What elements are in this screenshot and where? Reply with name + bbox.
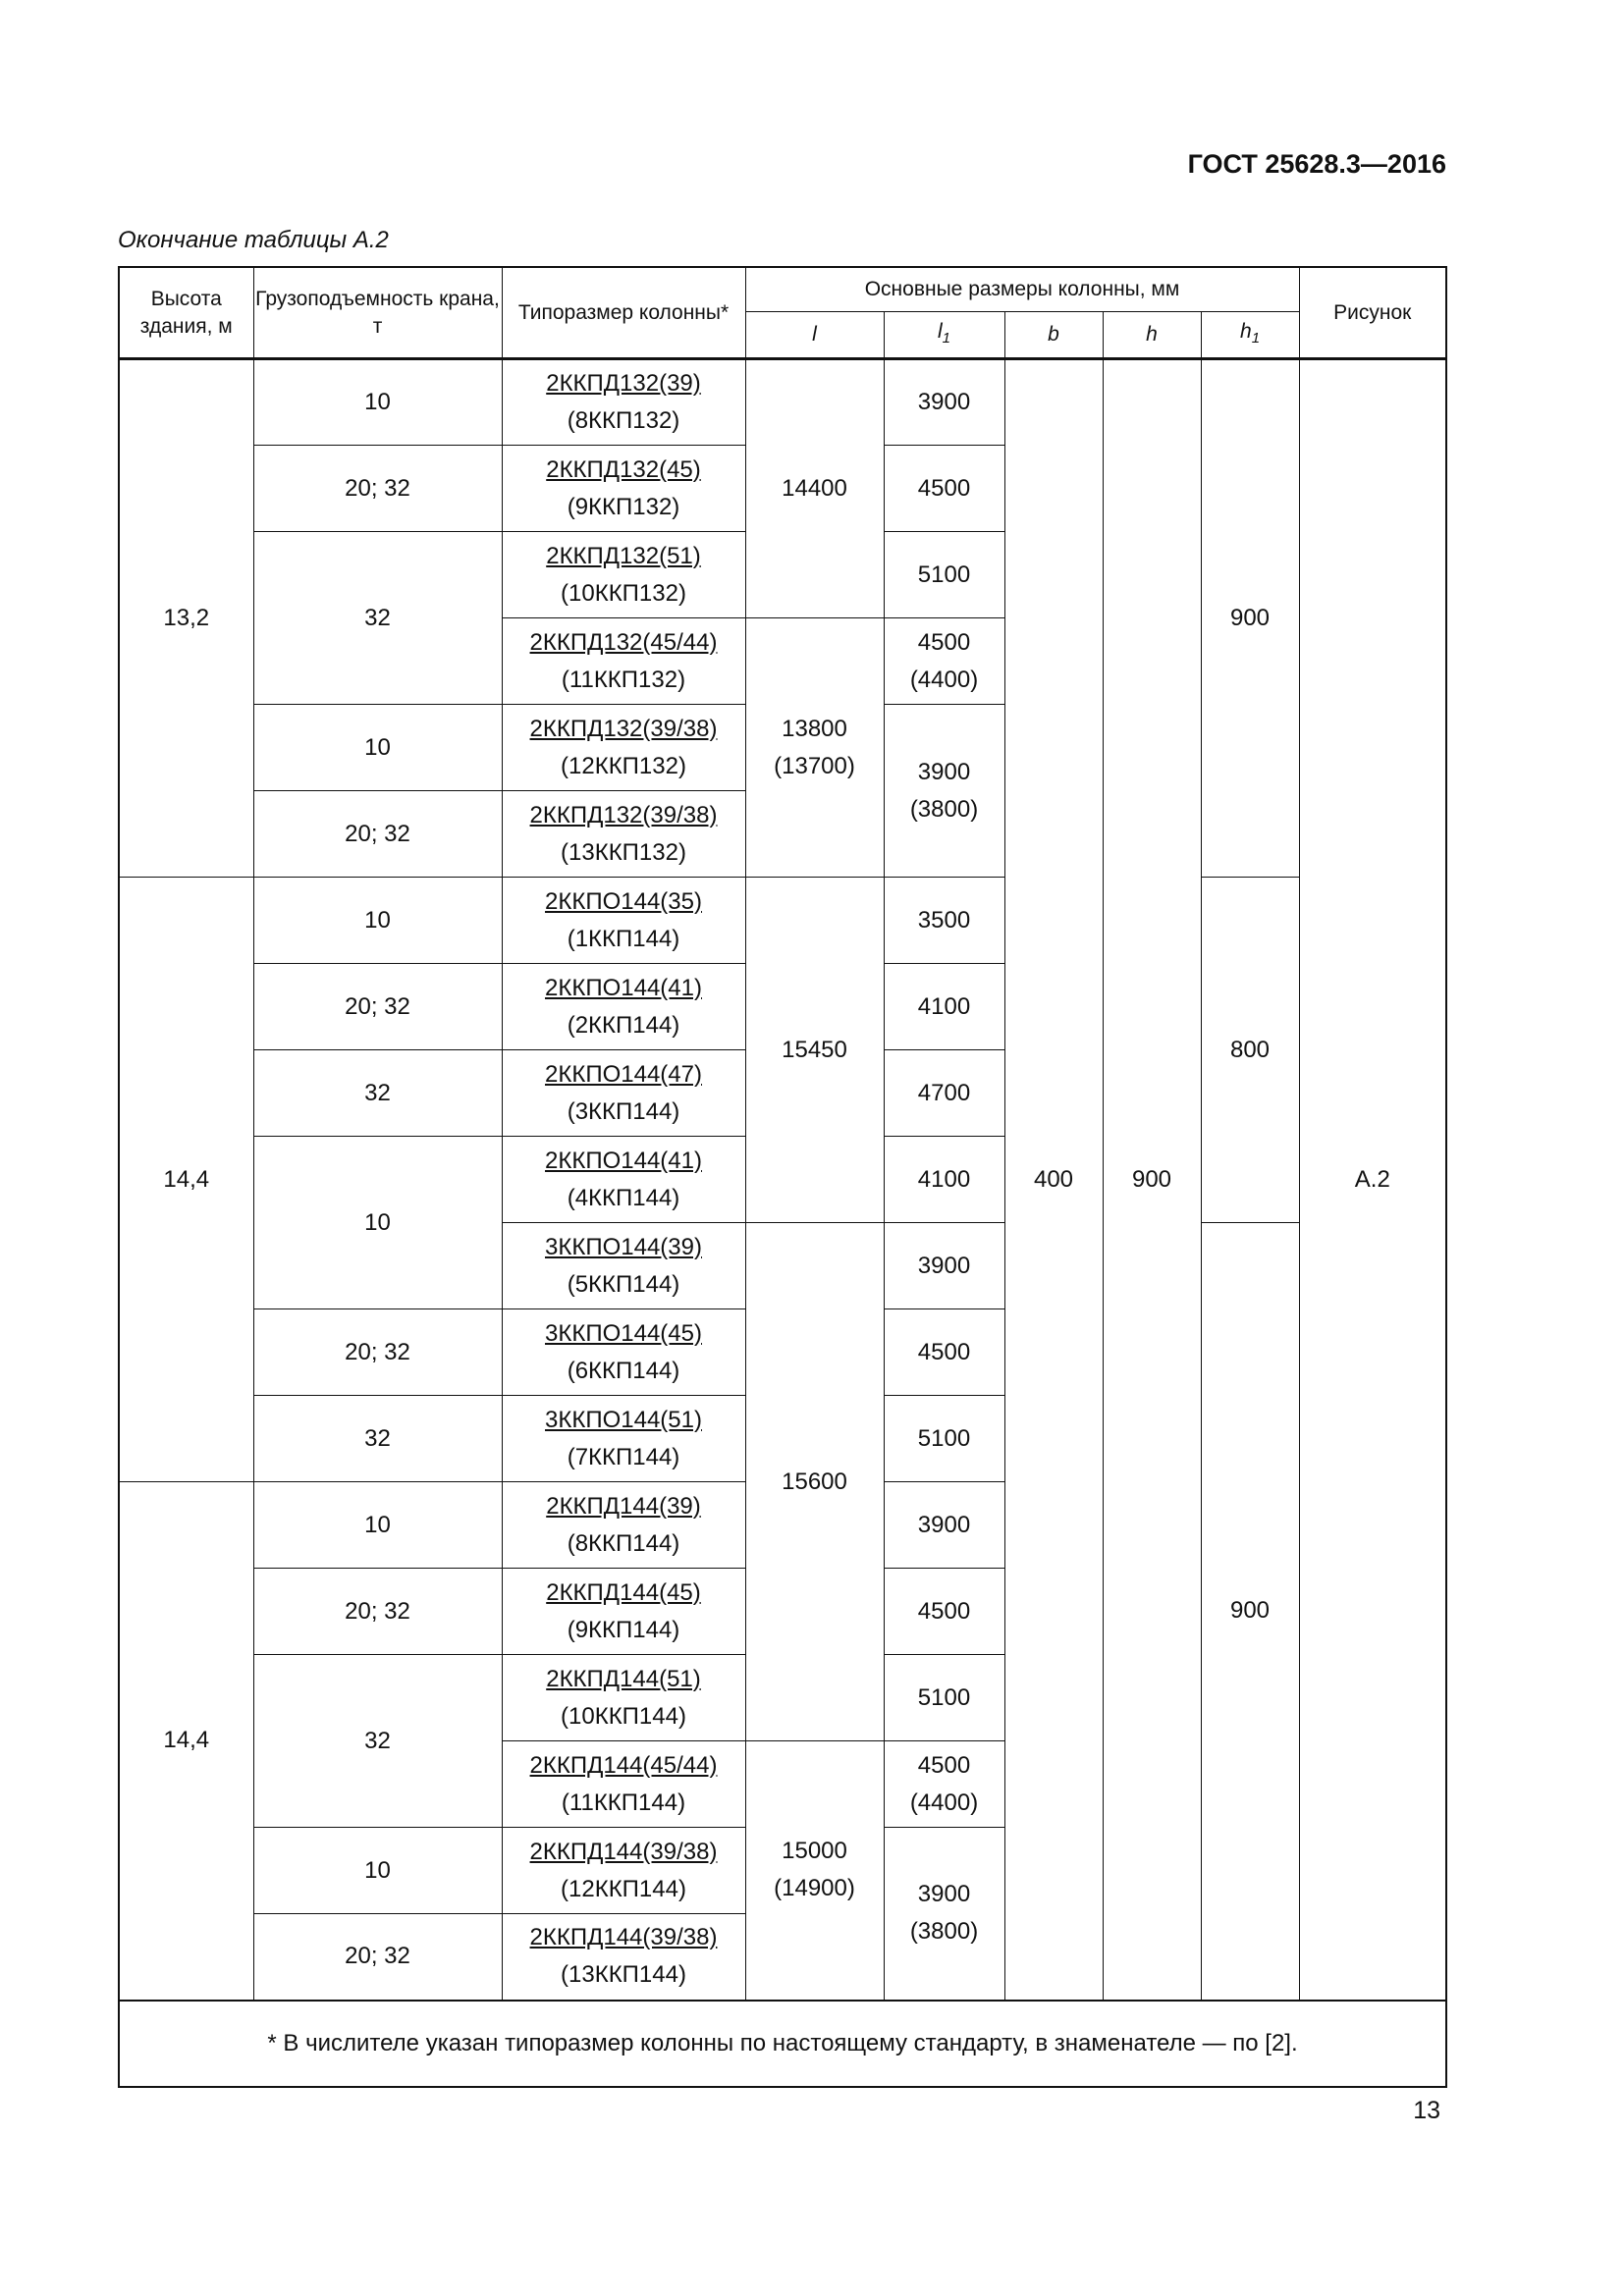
type-cell: 3ККПО144(51) (7ККП144): [502, 1396, 745, 1482]
capacity-cell: 32: [253, 1396, 502, 1482]
table-footnote: * В числителе указан типоразмер колонны по настоящему стандарту, в знаменателе — по [2].: [119, 2001, 1446, 2087]
building-height-cell: 14,4: [119, 878, 253, 1482]
l-cell: 13800 (13700): [745, 618, 884, 878]
capacity-cell: 10: [253, 705, 502, 791]
l1-cell: 3500: [884, 878, 1004, 964]
building-height-cell: 13,2: [119, 359, 253, 878]
type-cell: 2ККПД132(39/38) (13ККП132): [502, 791, 745, 878]
l1-cell: 4100: [884, 1137, 1004, 1223]
type-cell: 2ККПД144(51) (10ККП144): [502, 1655, 745, 1741]
h1-cell: 900: [1201, 359, 1299, 878]
l1-cell: 3900: [884, 359, 1004, 446]
building-height-cell: 14,4: [119, 1482, 253, 2001]
header-capacity: Грузоподъемность крана, т: [253, 267, 502, 359]
type-cell: 2ККПД144(45/44) (11ККП144): [502, 1741, 745, 1828]
capacity-cell: 20; 32: [253, 964, 502, 1050]
capacity-cell: 32: [253, 532, 502, 705]
type-cell: 2ККПО144(41) (4ККП144): [502, 1137, 745, 1223]
h1-cell: 900: [1201, 1223, 1299, 2001]
capacity-cell: 20; 32: [253, 446, 502, 532]
l-cell: 15450: [745, 878, 884, 1223]
capacity-cell: 32: [253, 1655, 502, 1828]
type-cell: 2ККПД132(39) (8ККП132): [502, 359, 745, 446]
table-row: [119, 359, 1446, 446]
capacity-cell: 10: [253, 1482, 502, 1569]
h-cell: 900: [1103, 359, 1201, 2001]
type-cell: 2ККПД132(45/44) (11ККП132): [502, 618, 745, 705]
l1-cell: 3900 (3800): [884, 705, 1004, 878]
b-cell: 400: [1004, 359, 1103, 2001]
l1-cell: 4100: [884, 964, 1004, 1050]
capacity-cell: 20; 32: [253, 1569, 502, 1655]
header-h: h: [1103, 312, 1201, 359]
l1-cell: 3900 (3800): [884, 1828, 1004, 2001]
type-cell: 2ККПД144(39/38) (13ККП144): [502, 1914, 745, 2001]
l1-cell: 4500: [884, 1309, 1004, 1396]
document-standard-id: ГОСТ 25628.3—2016: [1187, 149, 1446, 179]
type-cell: 2ККПО144(47) (3ККП144): [502, 1050, 745, 1137]
h1-cell: 800: [1201, 878, 1299, 1223]
l1-cell: 3900: [884, 1482, 1004, 1569]
footnote-row: [119, 2001, 1446, 2087]
l1-cell: 4500: [884, 446, 1004, 532]
l1-cell: 5100: [884, 1655, 1004, 1741]
header-height: Высота здания, м: [119, 267, 253, 359]
l-cell: 15600: [745, 1223, 884, 1741]
figure-cell: А.2: [1299, 359, 1446, 2001]
capacity-cell: 20; 32: [253, 1914, 502, 2001]
l1-cell: 5100: [884, 532, 1004, 618]
type-cell: 2ККПД132(51) (10ККП132): [502, 532, 745, 618]
type-cell: 2ККПД144(39/38) (12ККП144): [502, 1828, 745, 1914]
type-cell: 2ККПО144(41) (2ККП144): [502, 964, 745, 1050]
type-cell: 2ККПД132(45) (9ККП132): [502, 446, 745, 532]
capacity-cell: 10: [253, 1137, 502, 1309]
capacity-cell: 10: [253, 1828, 502, 1914]
type-cell: 2ККПД144(39) (8ККП144): [502, 1482, 745, 1569]
l1-cell: 4500 (4400): [884, 618, 1004, 705]
l1-cell: 4700: [884, 1050, 1004, 1137]
columns-table: [118, 266, 1447, 2088]
l1-cell: 4500: [884, 1569, 1004, 1655]
header-l: l: [745, 312, 884, 359]
capacity-cell: 10: [253, 359, 502, 446]
type-cell: 2ККПД144(45) (9ККП144): [502, 1569, 745, 1655]
table-caption: Окончание таблицы А.2: [118, 227, 389, 253]
capacity-cell: 20; 32: [253, 1309, 502, 1396]
l1-cell: 4500 (4400): [884, 1741, 1004, 1828]
header-figure: Рисунок: [1299, 267, 1446, 359]
type-cell: 3ККПО144(45) (6ККП144): [502, 1309, 745, 1396]
header-dimensions: Основные размеры колонны, мм: [745, 267, 1299, 312]
table-row: [119, 878, 1446, 964]
header-b: b: [1004, 312, 1103, 359]
type-cell: 2ККПО144(35) (1ККП144): [502, 878, 745, 964]
header-type: Типоразмер колонны*: [502, 267, 745, 359]
type-cell: 2ККПД132(39/38) (12ККП132): [502, 705, 745, 791]
capacity-cell: 32: [253, 1050, 502, 1137]
type-cell: 3ККПО144(39) (5ККП144): [502, 1223, 745, 1309]
l-cell: 15000 (14900): [745, 1741, 884, 2001]
header-h1: $h_1$: [1201, 312, 1299, 359]
capacity-cell: 10: [253, 878, 502, 964]
l1-cell: 5100: [884, 1396, 1004, 1482]
capacity-cell: 20; 32: [253, 791, 502, 878]
l-cell: 14400: [745, 359, 884, 618]
l1-cell: 3900: [884, 1223, 1004, 1309]
header-l1: $l_1$: [884, 312, 1004, 359]
page-number: 13: [1413, 2097, 1440, 2124]
